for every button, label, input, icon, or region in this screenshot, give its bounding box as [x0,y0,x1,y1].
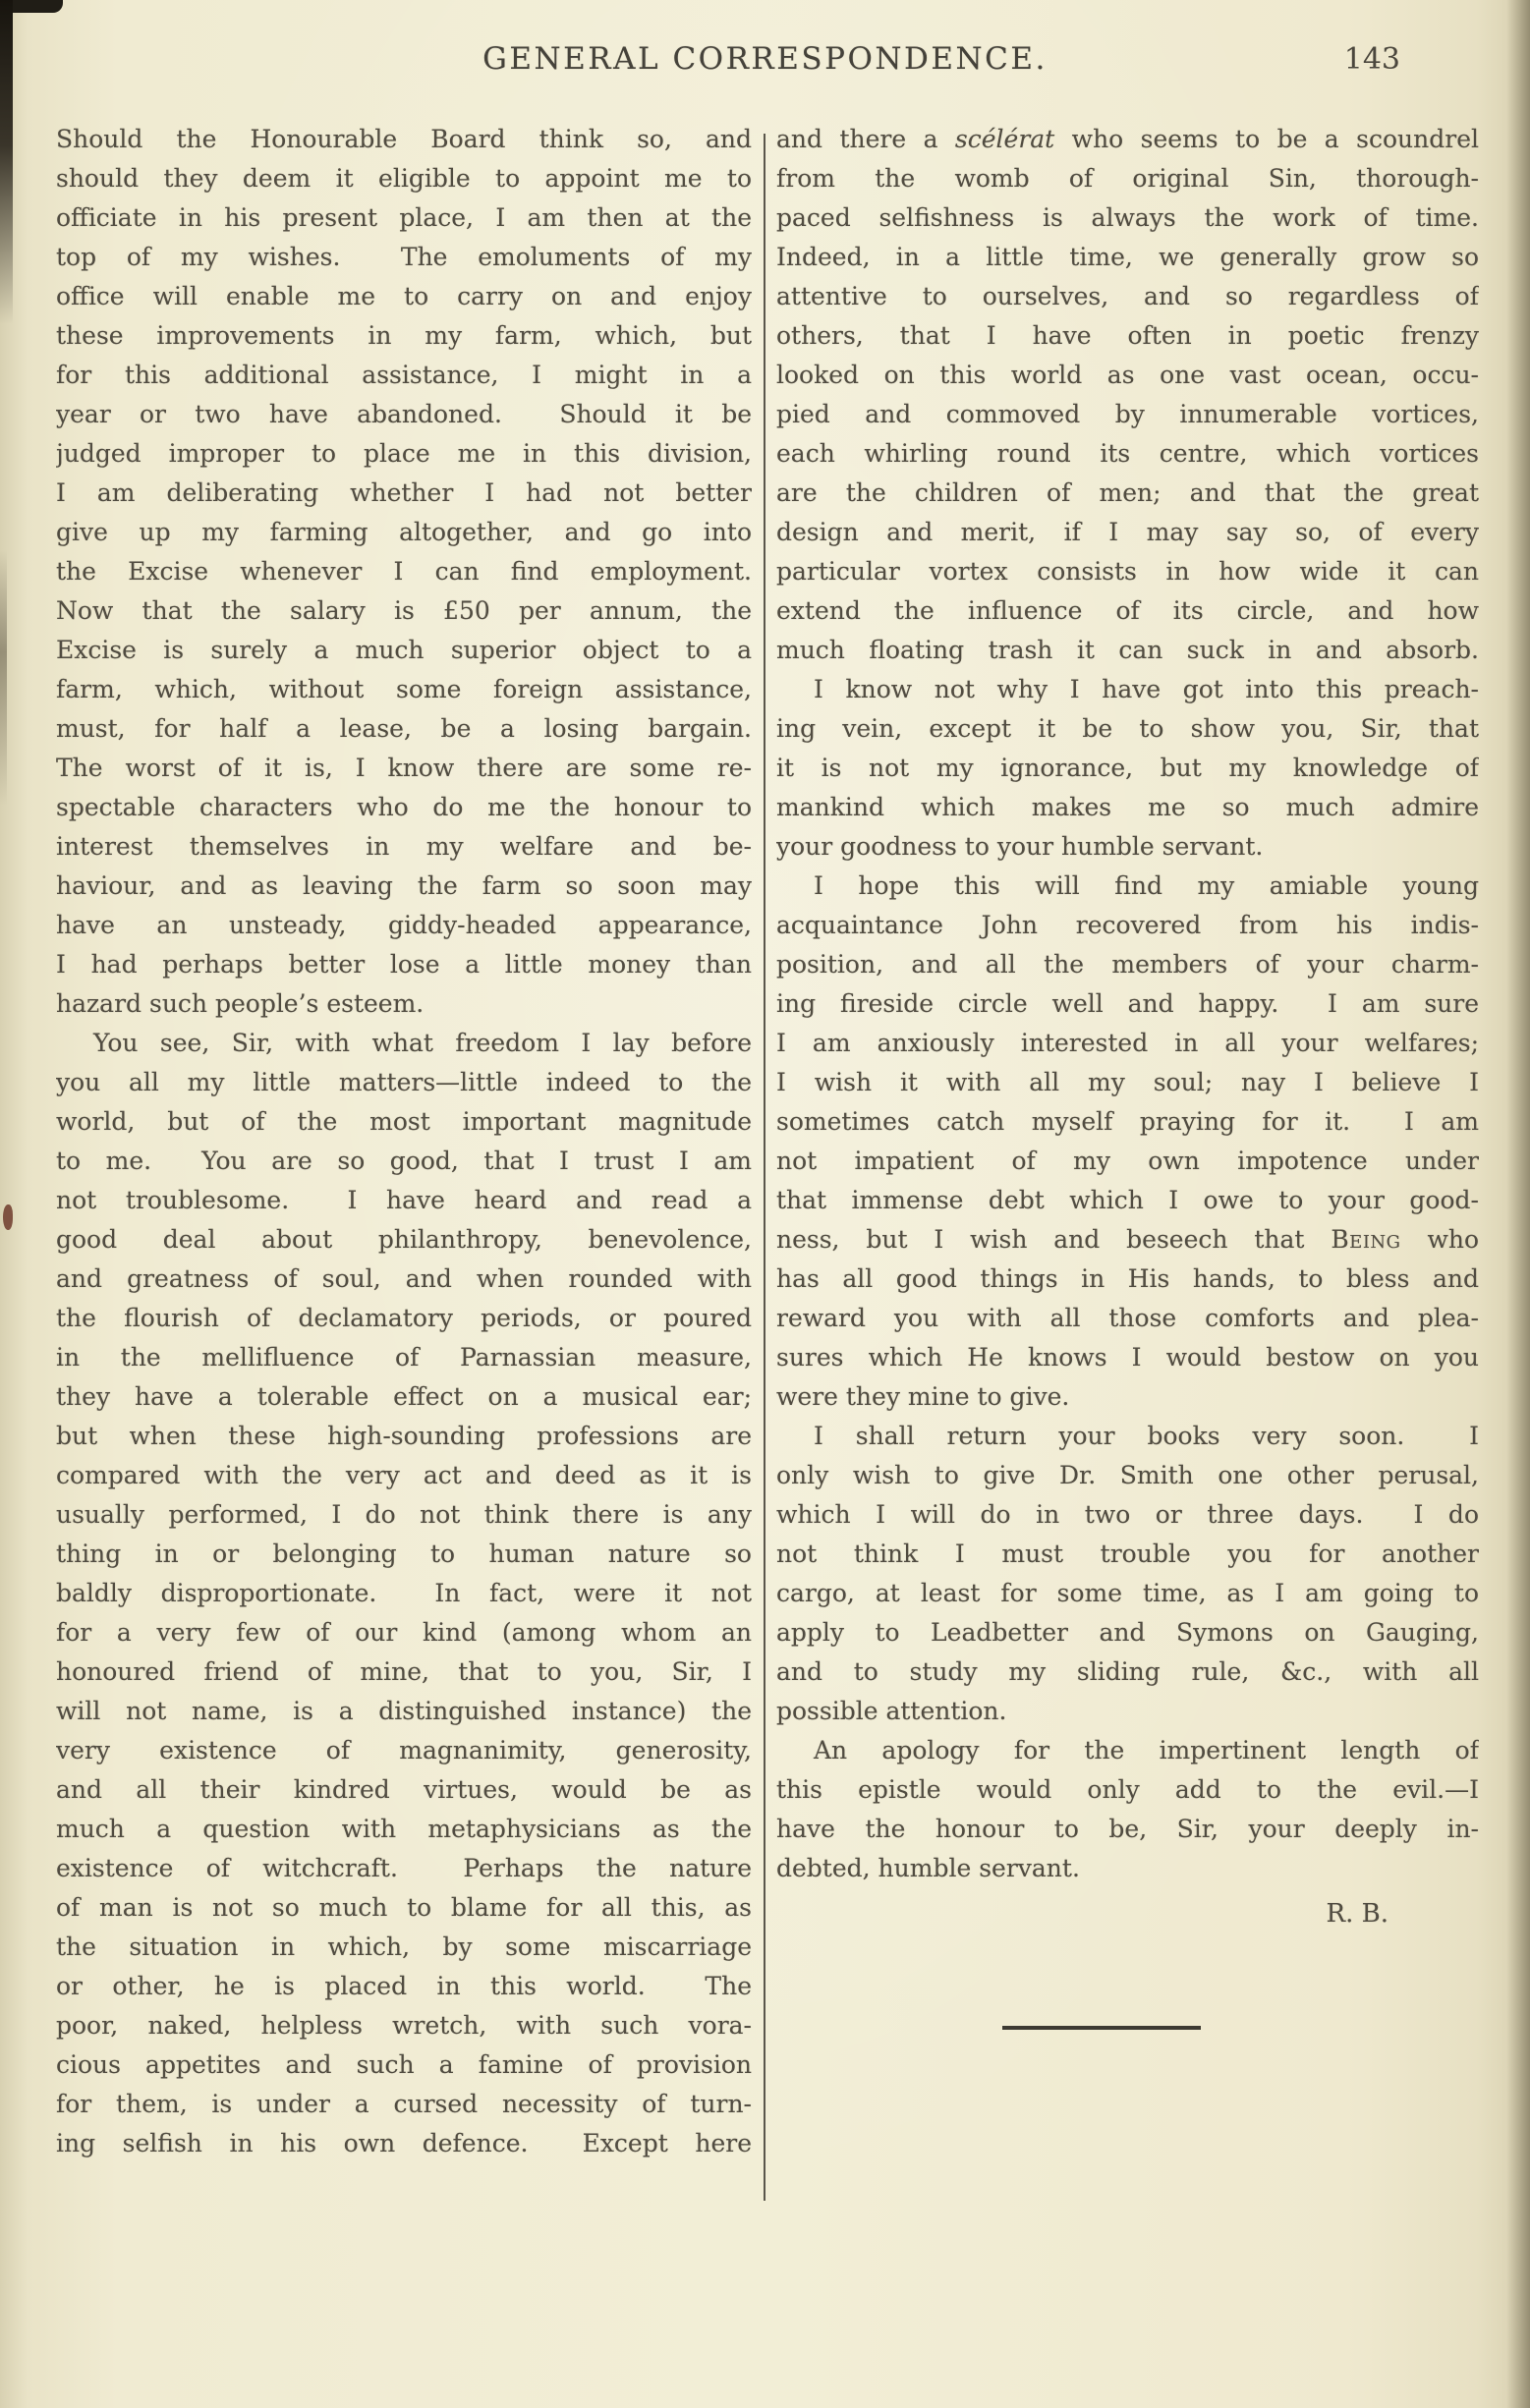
text-line: for a very few of our kind (among whom an [56,1618,752,1647]
text-line: baldly disproportionate. In fact, were it not [56,1579,752,1607]
text-line: and to study my sliding rule, &c., with all [776,1657,1479,1686]
text-line: usually performed, I do not think there is any [56,1500,752,1529]
text-line: sures which He knows I would bestow on you [776,1343,1479,1372]
text-line: I had perhaps better lose a little money than [56,950,752,979]
text-line: it is not my ignorance, but my knowledge of [776,754,1479,782]
page-right-edge-shadow [1506,0,1530,2408]
smallcaps-text: Being [1331,1225,1401,1254]
text-line: reward you with all those comforts and plea- [776,1304,1479,1332]
text-line: hazard such people’s esteem. [56,989,425,1018]
text-line: the flourish of declamatory periods, or poured [56,1304,752,1332]
text-line: sometimes catch myself praying for it. I am [776,1107,1479,1136]
text-line: for this additional assistance, I might in a [56,361,752,389]
text-line: and greatness of soul, and when rounded with [56,1264,752,1293]
text-line: apply to Leadbetter and Symons on Gauging, [776,1618,1479,1647]
text-line: thing in or belonging to human nature so [56,1540,752,1568]
text-line: position, and all the members of your charm- [776,950,1479,979]
text-line: pied and commoved by innumerable vortices, [776,400,1479,428]
text-line: from the womb of original Sin, thorough- [776,164,1479,193]
text-line: in the mellifluence of Parnassian measure, [56,1343,752,1372]
text-line: should they deem it eligible to appoint me to [56,164,752,193]
text-line: give up my farming altogether, and go into [56,518,752,546]
left-column [56,120,752,2163]
text-line: officiate in his present place, I am then at the [56,203,752,232]
text-line: existence of witchcraft. Perhaps the nature [56,1854,752,1882]
text-line: farm, which, without some foreign assistance, [56,675,752,703]
text-line: Should the Honourable Board think so, and [56,125,752,153]
text-line: year or two have abandoned. Should it be [56,400,752,428]
text-line: An apology for the impertinent length of [814,1736,1479,1764]
text-line: will not name, is a distinguished instance) the [56,1697,752,1725]
page-number: 143 [1343,42,1400,77]
text-line: others, that I have often in poetic frenzy [776,321,1479,350]
text-line: and there a scélérat who seems to be a scoundrel [776,125,1479,153]
text-line: I know not why I have got into this preach- [814,675,1479,703]
text-line: particular vortex consists in how wide it can [776,557,1479,586]
scan-red-speck [3,1204,13,1230]
text-line: only wish to give Dr. Smith one other perusal, [776,1461,1479,1489]
text-line: has all good things in His hands, to bless and [776,1264,1479,1293]
text-line: spectable characters who do me the honour to [56,793,752,821]
text-line: were they mine to give. [776,1382,1070,1411]
text-line: compared with the very act and deed as it is [56,1461,752,1489]
signature: R. B. [1326,1899,1388,1929]
text-line: much floating trash it can suck in and absorb. [776,636,1479,664]
text-line: top of my wishes. The emoluments of my [56,243,752,271]
text-line: attentive to ourselves, and so regardless of [776,282,1479,310]
text-line: your goodness to your humble servant. [776,832,1264,861]
text-line: cious appetites and such a famine of provision [56,2050,752,2079]
text-line: have an unsteady, giddy-headed appearance, [56,911,752,939]
text-line: ness, but I wish and beseech that Being who [776,1225,1479,1254]
text-line: mankind which makes me so much admire [776,793,1479,821]
text-line: I am deliberating whether I had not better [56,478,752,507]
text-line: possible attention. [776,1697,1007,1725]
text-line: but when these high-sounding professions are [56,1422,752,1450]
text-line: not impatient of my own impotence under [776,1147,1479,1175]
text-line: extend the influence of its circle, and how [776,596,1479,625]
text-line: office will enable me to carry on and enjoy [56,282,752,310]
text-line: judged improper to place me in this division, [56,439,752,468]
text-line: the situation in which, by some miscarriage [56,1932,752,1961]
text-line: cargo, at least for some time, as I am going to [776,1579,1479,1607]
column-divider [764,134,765,2201]
text-line: the Excise whenever I can find employment. [56,557,752,586]
text-line: that immense debt which I owe to your good- [776,1186,1479,1214]
text-line: these improvements in my farm, which, but [56,321,752,350]
text-line: design and merit, if I may say so, of every [776,518,1479,546]
text-line: Indeed, in a little time, we generally grow so [776,243,1479,271]
text-line: of man is not so much to blame for all this, as [56,1893,752,1922]
text-line: Excise is surely a much superior object to a [56,636,752,664]
text-line: poor, naked, helpless wretch, with such vora- [56,2011,752,2040]
text-line: much a question with metaphysicians as the [56,1815,752,1843]
letter-end-rule [1002,2026,1201,2030]
text-line: I am anxiously interested in all your welfares; [776,1029,1479,1057]
text-line: debted, humble servant. [776,1854,1080,1882]
text-line: they have a tolerable effect on a musical ear; [56,1382,752,1411]
italic-text: scélérat [954,125,1055,153]
text-line: paced selfishness is always the work of time. [776,203,1479,232]
text-line: are the children of men; and that the great [776,478,1479,507]
text-line: Now that the salary is £50 per annum, the [56,596,752,625]
text-line: very existence of magnanimity, generosity, [56,1736,752,1764]
text-line: ing selfish in his own defence. Except here [56,2129,752,2157]
text-line: You see, Sir, with what freedom I lay before [93,1029,752,1057]
text-line: not think I must trouble you for another [776,1540,1479,1568]
text-line: and all their kindred virtues, would be as [56,1775,752,1804]
text-line: for them, is under a cursed necessity of turn- [56,2090,752,2118]
text-line: honoured friend of mine, that to you, Sir, I [56,1657,752,1686]
text-line: world, but of the most important magnitude [56,1107,752,1136]
text-line: haviour, and as leaving the farm so soon may [56,871,752,900]
text-line: which I will do in two or three days. I do [776,1500,1479,1529]
right-column [776,120,1479,1933]
text-line: each whirling round its centre, which vortices [776,439,1479,468]
text-line: ing vein, except it be to show you, Sir, that [776,714,1479,743]
text-line: acquaintance John recovered from his indis- [776,911,1479,939]
text-line: The worst of it is, I know there are some re- [56,754,752,782]
text-line: have the honour to be, Sir, your deeply in- [776,1815,1479,1843]
running-header [0,41,1530,84]
text-line: I hope this will find my amiable young [814,871,1479,900]
text-line: to me. You are so good, that I trust I am [56,1147,752,1175]
scan-left-smudge [0,550,7,806]
text-line: or other, he is placed in this world. The [56,1972,752,2000]
text-line: good deal about philanthropy, benevolence, [56,1225,752,1254]
text-line: looked on this world as one vast ocean, occu- [776,361,1479,389]
text-line: I wish it with all my soul; nay I believe I [776,1068,1479,1096]
text-line: interest themselves in my welfare and be- [56,832,752,861]
text-line: this epistle would only add to the evil.—I [776,1775,1479,1804]
text-line: not troublesome. I have heard and read a [56,1186,752,1214]
text-line: ing fireside circle well and happy. I am sure [776,989,1479,1018]
text-line: must, for half a lease, be a losing bargain. [56,714,752,743]
text-line: I shall return your books very soon. I [814,1422,1479,1450]
page-title: GENERAL CORRESPONDENCE. [482,41,1048,77]
text-line: you all my little matters—little indeed to the [56,1068,752,1096]
